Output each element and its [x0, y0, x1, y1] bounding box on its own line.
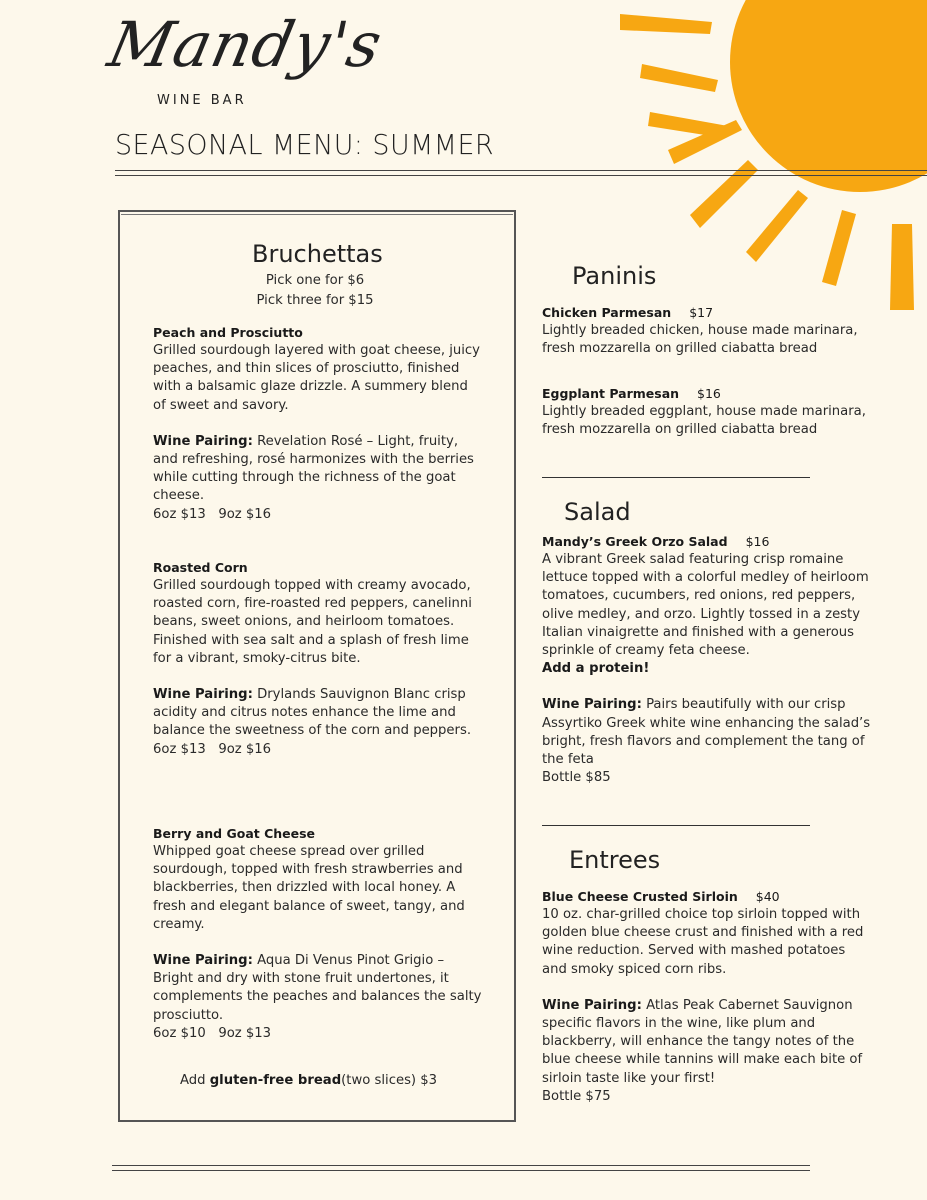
item-name: Roasted Corn [153, 560, 248, 575]
item-description: Grilled sourdough topped with creamy avocado, roasted corn, fire-roasted red peppers, canelinni beans, sweet onions, and heirloom tomatoes. Finished with sea salt and a splash of fresh lime for a vibrant, smoky-citrus bite. [153, 578, 472, 666]
wine-pairing-label: Wine Pairing: [542, 697, 642, 713]
protein-addon: Add a protein! [542, 661, 650, 677]
menu-item-eggplant-parmesan [542, 385, 872, 439]
item-description: 10 oz. char-grilled choice top sirloin topped with golden blue cheese crust and finished with a red wine reduction. Served with mashed potatoes and smoky spiced corn ribs. [542, 907, 864, 977]
sun-ray [648, 112, 728, 138]
sun-ray [640, 64, 718, 92]
wine-pairing-label: Wine Pairing: [153, 687, 253, 703]
menu-item-chicken-parmesan [542, 304, 872, 358]
menu-title: SEASONAL MENU: SUMMER [115, 128, 495, 161]
footer-divider [112, 1165, 810, 1171]
menu-item-berry-goat-cheese [153, 825, 483, 1043]
bruschetta-box-inner-rule [121, 214, 513, 215]
wine-pairing-text: Atlas Peak Cabernet Sauvignon specific flavors in the wine, like plum and blackberry, will enhance the tangy notes of the blue cheese while tannins will make each bite of sirloin taste like your first! [542, 997, 863, 1086]
paninis-title: Paninis [572, 262, 657, 290]
gluten-free-addon [180, 1072, 500, 1090]
wine-pairing-label: Wine Pairing: [153, 953, 253, 969]
bruschettas-title: Bruchettas [252, 240, 383, 268]
item-description: Whipped goat cheese spread over grilled sourdough, topped with fresh strawberries and blackberries, then drizzled with local honey. A fresh and elegant balance of sweet, tangy, and creamy. [153, 844, 465, 932]
sun-ray [746, 190, 808, 262]
item-description: Grilled sourdough layered with goat cheese, juicy peaches, and thin slices of prosciutto, finished with a balsamic glaze drizzle. A summery blend of sweet and savory. [153, 343, 480, 413]
section-divider [542, 825, 810, 826]
menu-item-roasted-corn [153, 559, 483, 759]
item-name: Berry and Goat Cheese [153, 826, 316, 841]
salad-title: Salad [564, 498, 631, 526]
wine-pairing-text: Pairs beautifully with our crisp Assyrtiko Greek white wine enhancing the salad’s bright, fresh flavors and complement the tang of the feta [542, 697, 871, 768]
wine-pairing-label: Wine Pairing: [542, 997, 642, 1013]
item-description: Lightly breaded chicken, house made marinara, fresh mozzarella on grilled ciabatta bread [542, 323, 858, 357]
wine-pairing-text: Aqua Di Venus Pinot Grigio – Bright and dry with stone fruit undertones, it complements the peaches and balances the salty prosciutto. [153, 953, 482, 1023]
bottle-price: Bottle $75 [542, 1088, 611, 1104]
wine-pairing [542, 696, 872, 769]
menu-item-greek-orzo-salad [542, 533, 872, 787]
sun-ray [620, 14, 712, 34]
wine-pairing [153, 686, 483, 759]
item-name: Mandy’s Greek Orzo Salad [542, 534, 728, 549]
item-description: Lightly breaded eggplant, house made marinara, fresh mozzarella on grilled ciabatta bread [542, 404, 866, 438]
wine-pairing-text: Drylands Sauvignon Blanc crisp acidity and citrus notes enhance the lime and balance the sweetness of the corn and peppers. 6oz $13 9oz $16 [153, 687, 476, 757]
sun-ray [822, 210, 856, 286]
sun-ray [668, 120, 742, 164]
item-name: Eggplant Parmesan [542, 386, 680, 401]
menu-item-peach-prosciutto [153, 324, 483, 524]
sun-ray [890, 224, 914, 310]
item-description: A vibrant Greek salad featuring crisp romaine lettuce topped with a colorful medley of heirloom tomatoes, cucumbers, red onions, red peppers, olive medley, and orzo. Lightly tossed in a zesty Italian vinaigrette and finished with a generous sprinkle of creamy feta cheese. [542, 552, 869, 659]
wine-pairing [153, 952, 483, 1025]
section-divider [542, 477, 810, 478]
header-divider [115, 170, 927, 176]
item-price: $16 [745, 534, 770, 549]
item-name: Peach and Prosciutto [153, 325, 303, 340]
item-prices: 6oz $13 9oz $16 [153, 506, 272, 522]
addon-bold: gluten-free bread [209, 1073, 342, 1088]
entrees-title: Entrees [569, 846, 661, 874]
menu-item-blue-cheese-sirloin [542, 888, 872, 1106]
item-name: Chicken Parmesan [542, 305, 672, 320]
wine-pairing [153, 433, 483, 506]
item-name: Blue Cheese Crusted Sirloin [542, 889, 738, 904]
addon-suffix: (two slices) $3 [341, 1073, 438, 1088]
item-prices: 6oz $10 9oz $13 [153, 1025, 272, 1041]
bottle-price: Bottle $85 [542, 770, 611, 786]
item-price: $16 [697, 386, 721, 401]
bruschettas-pricing-three: Pick three for $15 [256, 293, 374, 308]
wine-pairing-label: Wine Pairing: [153, 433, 253, 449]
wine-pairing [542, 997, 872, 1088]
logo-script: Mandy's [102, 8, 389, 81]
wine-pairing-text: Revelation Rosé – Light, fruity, and refreshing, rosé harmonizes with the berries while cutting through the richness of the goat cheese. [153, 433, 474, 504]
logo-subtitle: WINE BAR [157, 93, 247, 108]
bruschettas-pricing-one: Pick one for $6 [265, 273, 365, 288]
item-price: $17 [689, 305, 714, 320]
addon-prefix: Add [180, 1073, 210, 1088]
item-price: $40 [755, 889, 780, 904]
